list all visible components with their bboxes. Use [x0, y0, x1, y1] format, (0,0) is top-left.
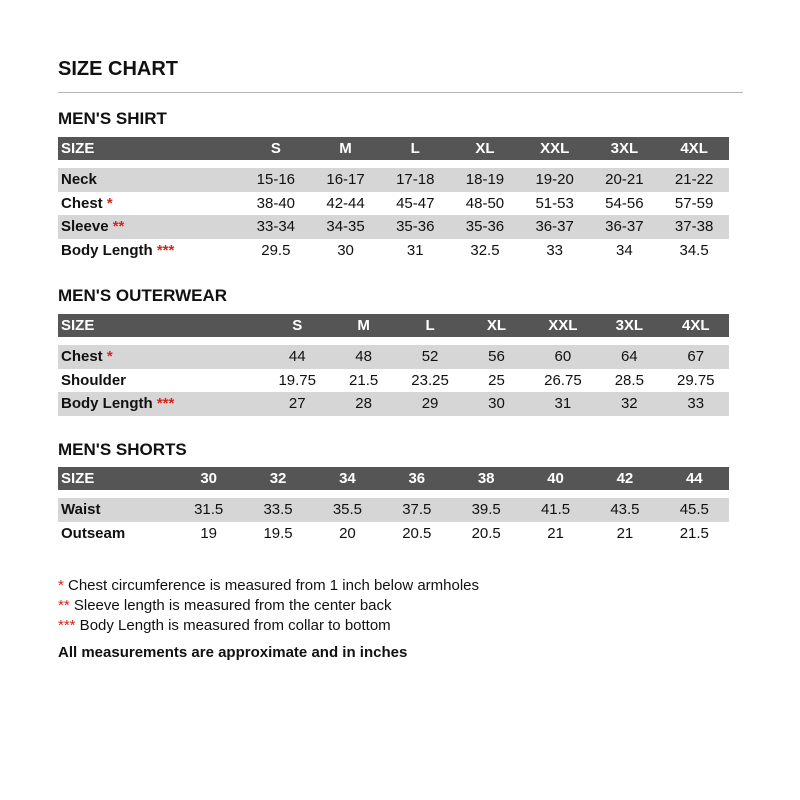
table-cell: 52 — [421, 348, 439, 366]
table-cell: 42-44 — [326, 194, 365, 212]
table-cell: 45.5 — [679, 501, 709, 519]
table-cell: 30 — [337, 241, 354, 259]
table-cell: 34.5 — [679, 241, 709, 259]
row-label — [58, 168, 241, 192]
header-cell: XL — [475, 140, 495, 157]
footnotes — [58, 576, 479, 636]
table-cell: 26.75 — [544, 371, 582, 389]
footnote — [58, 576, 479, 596]
table-cell: 38-40 — [256, 194, 296, 212]
table-cell: 28 — [355, 395, 372, 413]
footnote — [58, 596, 479, 616]
table-cell: 20-21 — [605, 171, 644, 189]
table-header-row — [58, 137, 729, 160]
outerwear-size-table — [58, 314, 729, 416]
table-cell: 36-37 — [605, 218, 644, 236]
header-cell: 32 — [269, 470, 287, 487]
table-cell: 35-36 — [465, 218, 505, 236]
table-row — [58, 239, 729, 263]
row-label — [58, 345, 264, 369]
footnote-text: Chest circumference is measured from 1 inch below armholes — [63, 577, 480, 594]
table-cell: 37.5 — [402, 501, 432, 519]
table-cell: 32.5 — [470, 241, 500, 259]
table-row — [58, 192, 729, 216]
header-cell: 38 — [477, 470, 495, 487]
table-cell: 37-38 — [674, 218, 714, 236]
table-cell: 33 — [546, 241, 563, 259]
table-cell: 33.5 — [263, 501, 293, 519]
table-cell: 30 — [488, 395, 505, 413]
table-cell: 29 — [421, 395, 439, 413]
footnote-text: Sleeve length is measured from the center back — [69, 597, 392, 614]
table-cell: 31 — [406, 241, 424, 259]
table-cell: 33 — [687, 395, 705, 413]
table-row — [58, 522, 729, 546]
table-cell: 19-20 — [535, 171, 574, 189]
header-cell: 34 — [339, 470, 356, 487]
table-cell: 21.5 — [349, 371, 379, 389]
row-label-text: Chest — [61, 348, 107, 366]
table-cell: 28.5 — [614, 371, 644, 389]
table-cell: 39.5 — [471, 501, 501, 519]
table-cell: 20.5 — [402, 524, 432, 542]
table-cell: 21 — [547, 524, 564, 542]
table-cell: 35-36 — [396, 218, 435, 236]
table-row — [58, 168, 729, 192]
header-cell: 30 — [200, 470, 218, 487]
table-cell: 31.5 — [194, 501, 224, 519]
title-divider — [58, 92, 743, 93]
footnote-text: Body Length is measured from collar to bottom — [75, 617, 391, 634]
footnote-mark: ** — [58, 597, 70, 614]
header-cell: S — [292, 317, 303, 334]
table-cell: 34-35 — [326, 218, 365, 236]
row-label-text: Chest — [61, 194, 107, 212]
table-cell: 45-47 — [396, 194, 435, 212]
table-cell: 15-16 — [256, 171, 296, 189]
row-label-text: Body Length — [61, 395, 157, 413]
table-cell: 41.5 — [540, 501, 571, 519]
table-cell: 43.5 — [610, 501, 640, 519]
table-cell: 29.75 — [676, 371, 715, 389]
header-cell: SIZE — [61, 470, 95, 487]
table-row — [58, 345, 729, 369]
table-row — [58, 392, 729, 416]
table-cell: 20.5 — [471, 524, 501, 542]
header-cell: 3XL — [610, 140, 639, 157]
table-cell: 21.5 — [679, 524, 709, 542]
row-label-text: Outseam — [61, 524, 126, 542]
footnote-mark: *** — [58, 617, 76, 634]
row-label-text: Shoulder — [61, 371, 127, 389]
row-label — [58, 369, 264, 393]
table-cell: 56 — [488, 348, 505, 366]
page-title: SIZE CHART — [58, 58, 178, 80]
table-cell: 23.25 — [411, 371, 449, 389]
shirt-size-table — [58, 137, 729, 262]
shorts-section-title: MEN'S SHORTS — [58, 440, 187, 459]
row-label-mark: * — [106, 194, 113, 212]
header-cell: XL — [486, 317, 507, 334]
row-label — [58, 192, 241, 216]
table-cell: 36-37 — [535, 218, 574, 236]
table-cell: 20 — [339, 524, 356, 542]
row-label-text: Waist — [61, 501, 101, 519]
table-cell: 17-18 — [396, 171, 435, 189]
header-cell: 4XL — [680, 140, 708, 157]
row-label-text: Sleeve — [61, 218, 113, 236]
table-cell: 60 — [554, 348, 572, 366]
row-label — [58, 522, 174, 546]
header-cell: M — [339, 140, 352, 157]
table-cell: 19.75 — [278, 371, 316, 389]
row-label — [58, 498, 174, 522]
measurement-disclaimer: All measurements are approximate and in inches — [58, 644, 408, 661]
row-label-text: Body Length — [61, 241, 157, 259]
header-cell: XXL — [548, 317, 578, 334]
row-label — [58, 215, 241, 239]
table-header-row — [58, 314, 729, 337]
table-cell: 67 — [687, 348, 705, 366]
table-cell: 16-17 — [326, 171, 365, 189]
row-label — [58, 239, 241, 263]
header-cell: M — [357, 317, 370, 334]
header-cell: 40 — [547, 470, 564, 487]
header-cell: 3XL — [615, 317, 644, 334]
table-cell: 48 — [355, 348, 372, 366]
table-row — [58, 369, 729, 393]
footnote-mark: * — [58, 577, 64, 594]
row-label-text: Neck — [61, 171, 97, 189]
header-cell: 44 — [685, 470, 703, 487]
header-cell: 36 — [408, 470, 426, 487]
row-label — [58, 392, 264, 416]
table-cell: 64 — [620, 348, 638, 366]
table-cell: 19 — [200, 524, 218, 542]
table-header-row — [58, 467, 729, 490]
row-label-mark: ** — [112, 218, 125, 236]
table-cell: 51-53 — [535, 194, 574, 212]
table-row — [58, 215, 729, 239]
header-cell: L — [425, 317, 435, 334]
row-label-mark: * — [106, 348, 113, 366]
table-cell: 25 — [488, 371, 505, 389]
table-cell: 29.5 — [261, 241, 291, 259]
table-cell: 57-59 — [674, 194, 714, 212]
header-cell: SIZE — [61, 317, 95, 334]
table-cell: 34 — [616, 241, 633, 259]
table-cell: 19.5 — [263, 524, 293, 542]
table-cell: 32 — [620, 395, 638, 413]
table-cell: 31 — [554, 395, 572, 413]
outerwear-section-title: MEN'S OUTERWEAR — [58, 286, 228, 305]
shorts-size-table — [58, 467, 729, 545]
footnote — [58, 616, 479, 636]
header-cell: S — [270, 140, 281, 157]
header-cell: 42 — [616, 470, 634, 487]
header-cell: 4XL — [682, 317, 710, 334]
table-cell: 54-56 — [605, 194, 644, 212]
table-cell: 27 — [288, 395, 306, 413]
header-cell: XXL — [540, 140, 570, 157]
header-cell: SIZE — [61, 140, 95, 157]
shirt-section-title: MEN'S SHIRT — [58, 109, 167, 128]
table-cell: 35.5 — [332, 501, 363, 519]
row-label-mark: *** — [156, 395, 175, 413]
table-cell: 48-50 — [465, 194, 505, 212]
header-cell: L — [410, 140, 420, 157]
table-cell: 21-22 — [674, 171, 714, 189]
table-cell: 33-34 — [256, 218, 296, 236]
table-cell: 18-19 — [465, 171, 505, 189]
row-label-mark: *** — [156, 241, 175, 259]
table-cell: 44 — [288, 348, 306, 366]
table-row — [58, 498, 729, 522]
table-cell: 21 — [616, 524, 634, 542]
